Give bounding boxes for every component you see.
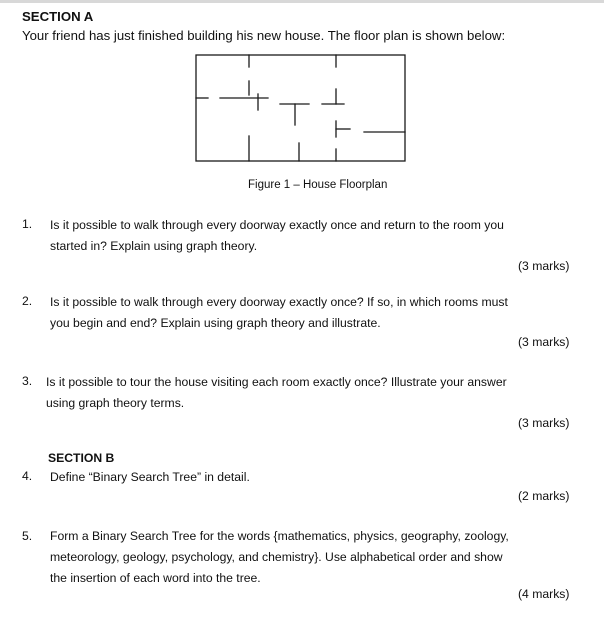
question-line: Is it possible to walk through every doorway exactly once? If so, in which rooms must bbox=[50, 295, 508, 309]
question-line: Is it possible to walk through every doorway exactly once and return to the room you bbox=[50, 218, 504, 232]
question-marks: (3 marks) bbox=[518, 416, 570, 430]
question-marks: (2 marks) bbox=[518, 489, 570, 503]
question-line: Is it possible to tour the house visiting each room exactly once? Illustrate your answer bbox=[46, 375, 507, 389]
question-marks: (4 marks) bbox=[518, 587, 570, 601]
question-text bbox=[50, 292, 590, 334]
page-top-rule bbox=[0, 0, 604, 3]
question-line: the insertion of each word into the tree. bbox=[50, 571, 261, 585]
question-marks: (3 marks) bbox=[518, 259, 570, 273]
question-text bbox=[46, 372, 591, 414]
question-line: started in? Explain using graph theory. bbox=[50, 239, 258, 253]
section-b-heading: SECTION B bbox=[48, 451, 115, 465]
question-text bbox=[50, 215, 590, 257]
question-number: 1. bbox=[22, 217, 33, 231]
question-line: Define “Binary Search Tree” in detail. bbox=[50, 470, 250, 484]
question-number: 4. bbox=[22, 469, 33, 483]
question-marks: (3 marks) bbox=[518, 335, 570, 349]
question-number: 3. bbox=[22, 374, 33, 388]
section-a-heading: SECTION A bbox=[22, 9, 94, 24]
question-line: Form a Binary Search Tree for the words {mathematics, physics, geography, zoology, bbox=[50, 529, 509, 543]
question-number: 5. bbox=[22, 529, 33, 543]
question-line: meteorology, geology, psychology, and chemistry}. Use alphabetical order and show bbox=[50, 550, 503, 564]
figure-caption: Figure 1 – House Floorplan bbox=[248, 179, 388, 191]
floorplan-outer-wall bbox=[196, 55, 405, 161]
section-a-intro: Your friend has just finished building his new house. The floor plan is shown below: bbox=[22, 28, 506, 43]
question-line: you begin and end? Explain using graph theory and illustrate. bbox=[50, 316, 381, 330]
house-floorplan-figure bbox=[194, 53, 408, 164]
question-line: using graph theory terms. bbox=[46, 396, 185, 410]
question-text bbox=[50, 467, 590, 488]
question-number: 2. bbox=[22, 294, 33, 308]
question-text bbox=[50, 526, 590, 589]
